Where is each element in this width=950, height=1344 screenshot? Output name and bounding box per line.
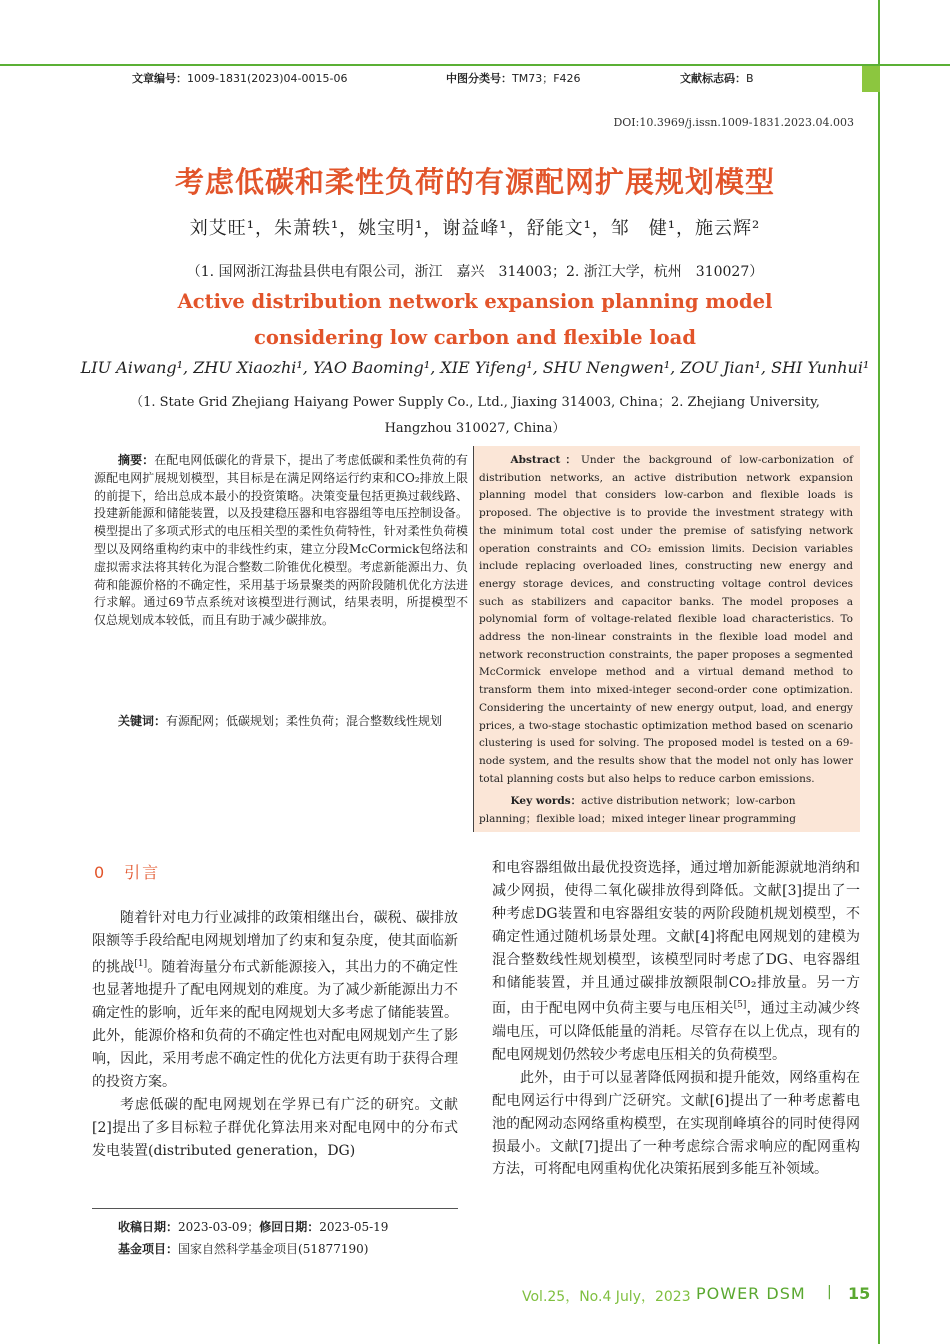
footnote-rule	[92, 1208, 458, 1209]
footer-separator: |	[827, 1284, 832, 1300]
footnote-dates: 收稿日期：2023-03-09；修回日期：2023-05-19	[118, 1220, 389, 1234]
section-heading-intro: 0 引言	[94, 863, 161, 882]
citation-link[interactable]: [5]	[733, 1000, 747, 1011]
paragraph: 随着针对电力行业减排的政策相继出台，碳税、碳排放限额等手段给配电网规划增加了约束和复杂度，使其面临新的挑战[1]。随着海量分布式新能源接入，其出力的不确定性也显著地提升了配电网规划的难度。为了减少新能源出力不确定性的影响，近年来的配电网规划大多考虑了储能装置。此外，能源价格和负荷的不确定性也对配电网规划产生了影响，因此，采用考虑不确定性的优化方法更有助于获得合理的投资方案。	[92, 910, 458, 1090]
paragraph: 考虑低碳的配电网规划在学界已有广泛的研究。文献[2]提出了多目标粒子群优化算法用来对配电网中的分布式发电装置(distributed generation，DG)	[92, 1096, 458, 1159]
doi[interactable]: DOI:10.3969/j.issn.1009-1831.2023.04.003	[613, 116, 854, 129]
document-code: 文献标志码：B	[680, 72, 754, 85]
footer-volume: Vol.25，No.4 July，2023	[522, 1289, 691, 1305]
affiliation-cn: （1. 国网浙江海盐县供电有限公司，浙江 嘉兴 314003；2. 浙江大学，杭州 310027）	[186, 264, 764, 280]
article-number: 文章编号：1009-1831(2023)04-0015-06	[132, 72, 348, 85]
header-rule	[0, 64, 950, 66]
affiliation-en: （1. State Grid Zhejiang Haiyang Power Supply Co., Ltd., Jiaxing 314003, China；2. Zhejiang University, Hangzhou 310027, China）	[130, 395, 820, 436]
margin-rule	[878, 0, 880, 1344]
authors-en: LIU Aiwang¹, ZHU Xiaozhi¹, YAO Baoming¹, XIE Yifeng¹, SHU Nengwen¹, ZOU Jian¹, SHI Yunhui¹	[80, 358, 870, 377]
footnote-fund: 基金项目：国家自然科学基金项目(51877190)	[118, 1242, 369, 1256]
keywords-en: Key words：active distribution network；low-carbon planning；flexible load；mixed integer linear programming	[479, 795, 796, 825]
authors-cn: 刘艾旺¹，朱萧轶¹，姚宝明¹，谢益峰¹，舒能文¹，邹 健¹，施云辉²	[189, 218, 761, 239]
footer-journal-brand: POWER DSM	[696, 1284, 806, 1303]
keywords-cn: 关键词：有源配网；低碳规划；柔性负荷；混合整数线性规划	[118, 714, 443, 728]
paper-title-en: Active distribution network expansion planning model considering low carbon and flexible load	[177, 290, 773, 349]
paper-title-cn: 考虑低碳和柔性负荷的有源配网扩展规划模型	[174, 165, 775, 199]
page-number: 15	[848, 1284, 871, 1303]
abstract-cn: 摘要：在配电网低碳化的背景下，提出了考虑低碳和柔性负荷的有源配电网扩展规划模型，其目标是在满足网络运行约束和CO₂排放上限的前提下，给出总成本最小的投资策略。决策变量包括更换过载线路、投建新能源和储能装置，以及投建稳压器和电容器组等电压控制设备。模型提出了多项式形式的电压相关型的柔性负荷特性，针对柔性负荷模型以及网络重构约束中的非线性约束，建立分段McCormick包络法和虚拟需求法将其转化为混合整数二阶锥优化模型。考虑新能源出力、负荷和能源价格的不确定性，采用基于场景聚类的两阶段随机优化方法进行求解。通过69节点系统对该模型进行测试，结果表明，所提模型不仅总规划成本较低，而且有助于减少碳排放。	[94, 453, 468, 628]
body-right-column	[492, 857, 860, 1181]
paragraph: 此外，由于可以显著降低网损和提升能效，网络重构在配电网运行中得到广泛研究。文献[6]提出了一种考虑蓄电池的配网动态网络重构模型，在实现削峰填谷的同时使得网损最小。文献[7]提出了一种考虑综合需求响应的配网重构方法，可将配电网重构优化决策拓展到多能互补领域。	[492, 1069, 860, 1178]
class-number: 中图分类号：TM73；F426	[446, 72, 581, 85]
paragraph: 和电容器组做出最优投资选择，通过增加新能源就地消纳和减少网损，使得二氧化碳排放得到降低。文献[3]提出了一种考虑DG装置和电容器组安装的两阶段随机规划模型，不确定性通过随机场景处理。文献[4]将配电网规划的建模为混合整数线性规划模型，该模型同时考虑了DG、电容器组和储能装置，并且通过碳排放额限制CO₂排放量。另一方面，由于配电网中负荷主要与电压相关[5]，通过主动减少终端电压，可以降低能量的消耗。尽管存在以上优点，现有的配电网规划仍然较少考虑电压相关的负荷模型。	[492, 860, 861, 1063]
citation-link[interactable]: [1]	[134, 958, 148, 969]
body-left-column	[92, 907, 458, 1163]
abstract-en: Abstract：Under the background of low-carbonization of distribution networks, an active distribution network expansion planning model that considers low-carbon and flexible loads is proposed. The objective is to provide the investment strategy with the minimum total cost under the premise of satisfying network operation constraints and CO₂ emission limits. Decision variables include replacing overloaded lines, constructing new energy and energy storage devices, and constructing voltage control devices such as stabilizers and capacitor banks. The model proposes a polynomial form of voltage-related flexible load characteristics. To address the non-linear constraints in the flexible load model and network reconstruction constraints, the paper proposes a segmented McCormick envelope method and a virtual demand method to transform them into mixed-integer second-order cone optimization. Considering the uncertainty of new energy output, load, and energy prices, a two-stage stochastic optimization method based on scenario clustering is used for solving. The proposed model is tested on a 69-node system, and the results show that the model not only has lower total planning costs but also helps to reduce carbon emissions.	[479, 454, 853, 785]
corner-tab	[862, 66, 880, 92]
